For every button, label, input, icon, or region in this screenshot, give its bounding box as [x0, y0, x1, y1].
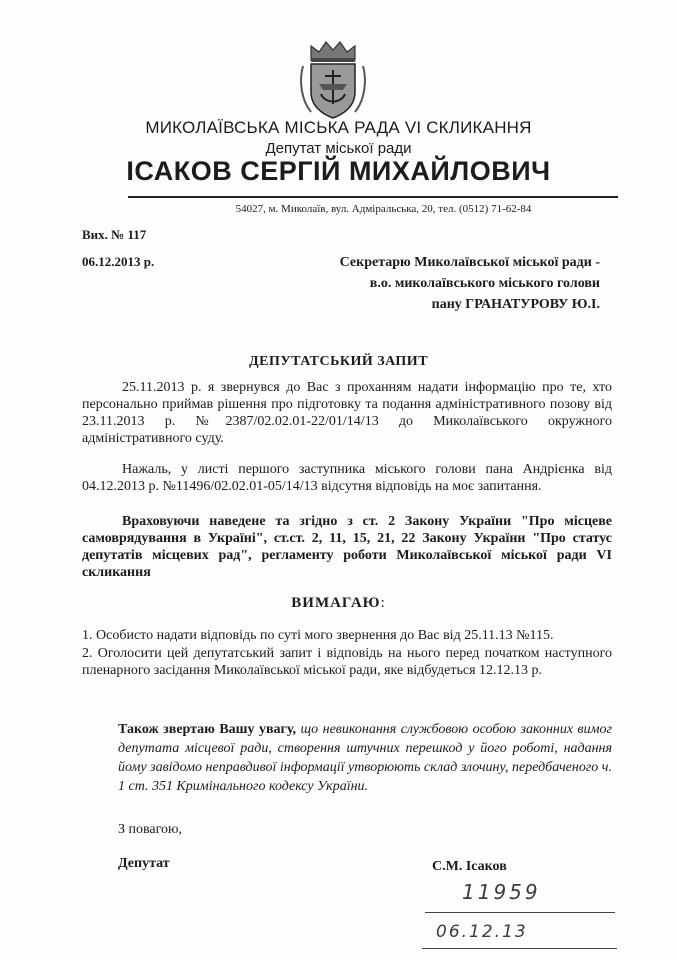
document-date: 06.12.2013 р. — [82, 254, 155, 269]
recipient-line: в.о. миколаївського міського голови — [369, 276, 600, 291]
signer-name: С.М. Ісаков — [432, 859, 507, 874]
deputy-label: Депутат міської ради — [265, 140, 412, 157]
city-coat-of-arms-icon — [297, 38, 369, 122]
demand-title — [0, 595, 677, 612]
registration-number: 11959 — [462, 880, 541, 904]
deputy-name: ІСАКОВ СЕРГІЙ МИХАЙЛОВИЧ — [126, 156, 551, 186]
recipient-line: Секретарю Миколаївської міської ради - — [339, 255, 600, 270]
header-divider — [128, 196, 618, 198]
notice-text: що невиконання службовою особою законних вимог депутата місцевої ради, створення штучних перешкод у його роботі, надання йому завідомо неправдивої інформації утворюють склад злочину, передбаченого ч. 1 ст. 351 Кримінального кодексу України. — [118, 722, 612, 794]
demand-item: 1. Особисто надати відповідь по суті мого звернення до Вас від 25.11.13 №115. — [82, 628, 554, 643]
registration-date: 06.12.13 — [436, 922, 528, 942]
demand-item: 2. Оголосити цей депутатський запит і відповідь на нього перед початком наступного пленарного засідання Миколаївської міської ради, яке відбудеться 12.12.13 р. — [82, 646, 612, 678]
contact-address: 54027, м. Миколаїв, вул. Адміральська, 20, тел. (0512) 71-62-84 — [235, 203, 532, 215]
demand-title-text: ВИМАГАЮ — [291, 595, 381, 611]
council-name: МИКОЛАЇВСЬКА МІСЬКА РАДА VI СКЛИКАННЯ — [145, 118, 532, 137]
paragraph-response: Нажаль, у листі першого заступника міського голови пана Андрієнка від 04.12.2013 р. №11496/02.02.01-05/14/13 відсутня відповідь на моє запитання. — [82, 462, 612, 494]
paragraph-request: 25.11.2013 р. я звернувся до Вас з проханням надати інформацію про те, хто персонально приймав рішення про підготовку та подання адміністративного позову від 23.11.2013 р. №2387/02.02.01-22/01/14/13 до Миколаївського окружного адміністративного суду. — [82, 380, 612, 446]
document-title: ДЕПУТАТСЬКИЙ ЗАПИТ — [248, 354, 429, 369]
closing-regards: З повагою, — [118, 822, 182, 837]
paragraph-legal-basis: Враховуючи наведене та згідно з ст. 2 Закону України "Про місцеве самоврядування в Україні", ст.ст. 2, 11, 15, 21, 22 Закону України "Про статус депутатів місцевих рад", регламенту роботи Миколаївської міської ради VI скликання — [82, 514, 612, 580]
registration-underline — [425, 912, 615, 913]
recipient-block — [300, 252, 600, 315]
notice-lead: Також звертаю Вашу увагу, — [118, 722, 296, 737]
outgoing-number: Вих. № 117 — [82, 227, 147, 242]
legal-notice — [118, 720, 612, 796]
signer-role: Депутат — [118, 856, 170, 871]
registration-underline — [422, 948, 617, 949]
recipient-line: пану ГРАНАТУРОВУ Ю.І. — [431, 297, 600, 312]
demand-title-colon: : — [380, 595, 386, 611]
